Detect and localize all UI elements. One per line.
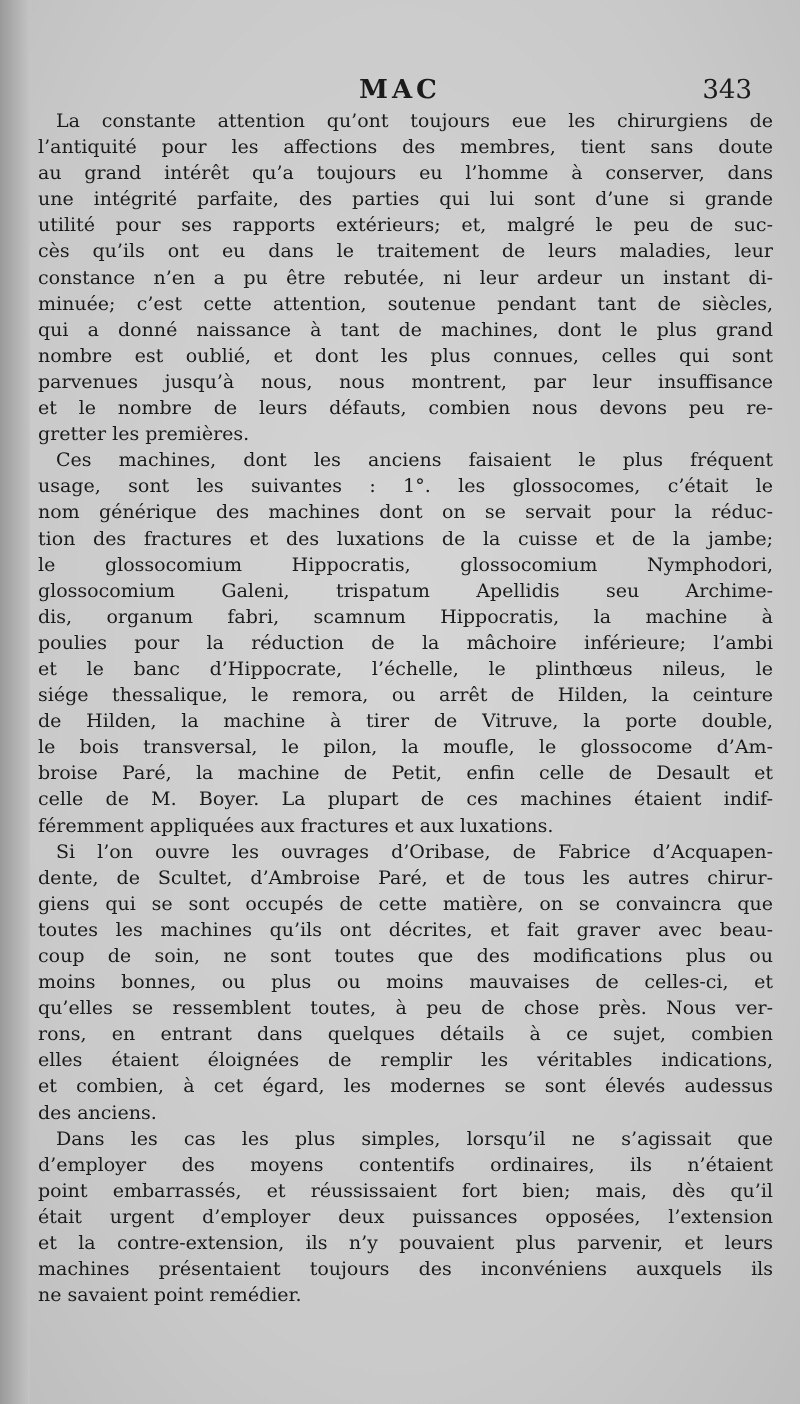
text-line: était urgent d’employer deux puissances opposées, l’extension bbox=[38, 1205, 773, 1228]
text-line: poulies pour la réduction de la mâchoire inférieure; l’ambi bbox=[38, 631, 773, 654]
text-line: machines présentaient toujours des inconvéniens auxquels ils bbox=[38, 1258, 773, 1281]
text-line: féremment appliquées aux fractures et aux luxations. bbox=[38, 814, 554, 837]
text-line: parvenues jusqu’à nous, nous montrent, par leur insuffisance bbox=[38, 370, 773, 393]
text-line: utilité pour ses rapports extérieurs; et, malgré le peu de suc- bbox=[38, 214, 773, 237]
text-line: qu’elles se ressemblent toutes, à peu de chose près. Nous ver- bbox=[38, 997, 773, 1020]
text-line: La constante attention qu’ont toujours eue les chirurgiens de bbox=[56, 110, 773, 132]
text-line: usage, sont les suivantes : 1°. les glossocomes, c’était le bbox=[38, 475, 773, 498]
body-text bbox=[38, 108, 773, 1308]
text-line: et combien, à cet égard, les modernes se sont élevés audessus bbox=[38, 1075, 773, 1098]
text-line: moins bonnes, ou plus ou moins mauvaises de celles-ci, et bbox=[38, 971, 773, 994]
text-line: giens qui se sont occupés de cette matière, on se convaincra que bbox=[38, 892, 773, 915]
text-line: et le nombre de leurs défauts, combien nous devons peu re- bbox=[38, 397, 773, 420]
text-line: broise Paré, la machine de Petit, enfin celle de Desault et bbox=[38, 762, 773, 785]
text-line: siége thessalique, le remora, ou arrêt de Hilden, la ceinture bbox=[38, 684, 773, 707]
text-line: le bois transversal, le pilon, la moufle, le glossocome d’Am- bbox=[38, 736, 773, 759]
text-line: celle de M. Boyer. La plupart de ces machines étaient indif- bbox=[38, 788, 773, 811]
text-line: nombre est oublié, et dont les plus connues, celles qui sont bbox=[38, 344, 773, 367]
text-line: ne savaient point remédier. bbox=[38, 1284, 302, 1307]
text-line: dente, de Scultet, d’Ambroise Paré, et de tous les autres chirur- bbox=[38, 866, 773, 889]
text-line: gretter les premières. bbox=[38, 423, 250, 446]
text-line: dis, organum fabri, scamnum Hippocratis, la machine à bbox=[38, 605, 773, 628]
text-line: au grand intérêt qu’a toujours eu l’homme à conserver, dans bbox=[38, 162, 773, 185]
text-line: des anciens. bbox=[38, 1101, 157, 1124]
text-line: toutes les machines qu’ils ont décrites, et fait graver avec beau- bbox=[38, 918, 773, 941]
text-line: Si l’on ouvre les ouvrages d’Oribase, de Fabrice d’Acquapen- bbox=[56, 840, 773, 863]
text-line: coup de soin, ne sont toutes que des modifications plus ou bbox=[38, 945, 773, 967]
text-line: glossocomium Galeni, trispatum Apellidis seu Archime- bbox=[38, 579, 773, 602]
page-gutter-shadow bbox=[0, 0, 30, 1404]
text-line: une intégrité parfaite, des parties qui lui sont d’une si grande bbox=[38, 188, 773, 211]
text-line: elles étaient éloignées de remplir les véritables indications, bbox=[38, 1049, 773, 1072]
text-line: rons, en entrant dans quelques détails à ce sujet, combien bbox=[38, 1023, 773, 1046]
text-line: cès qu’ils ont eu dans le traitement de leurs maladies, leur bbox=[38, 240, 773, 263]
text-line: minuée; c’est cette attention, soutenue pendant tant de siècles, bbox=[38, 292, 773, 315]
text-line: de Hilden, la machine à tirer de Vitruve, la porte double, bbox=[38, 710, 773, 733]
running-title: MAC bbox=[359, 75, 441, 105]
text-line: constance n’en a pu être rebutée, ni leur ardeur un instant di- bbox=[38, 266, 773, 289]
text-line: l’antiquité pour les affections des membres, tient sans doute bbox=[38, 136, 773, 159]
text-line: d’employer des moyens contentifs ordinaires, ils n’étaient bbox=[38, 1153, 773, 1176]
page-number: 343 bbox=[702, 75, 752, 105]
text-line: qui a donné naissance à tant de machines, dont le plus grand bbox=[38, 318, 773, 341]
text-line: et la contre-extension, ils n’y pouvaient plus parvenir, et leurs bbox=[38, 1232, 773, 1255]
text-line: Dans les cas les plus simples, lorsqu’il ne s’agissait que bbox=[56, 1127, 773, 1150]
text-line: nom générique des machines dont on se servait pour la réduc- bbox=[38, 501, 773, 524]
text-line: point embarrassés, et réussissaient fort bien; mais, dès qu’il bbox=[38, 1179, 773, 1202]
text-line: Ces machines, dont les anciens faisaient le plus fréquent bbox=[56, 449, 773, 472]
text-line: tion des fractures et des luxations de la cuisse et de la jambe; bbox=[38, 527, 773, 550]
text-line: et le banc d’Hippocrate, l’échelle, le plinthœus nileus, le bbox=[38, 657, 773, 680]
text-line: le glossocomium Hippocratis, glossocomium Nymphodori, bbox=[38, 553, 773, 576]
